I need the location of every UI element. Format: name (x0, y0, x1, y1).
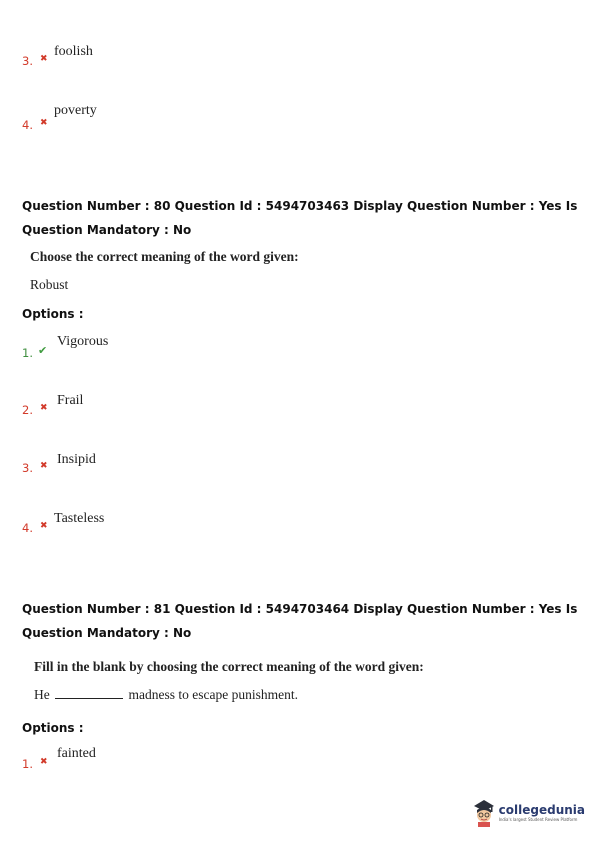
sentence-after: madness to escape punishment. (128, 687, 298, 702)
question-sentence (34, 687, 298, 703)
blank-line (55, 698, 123, 699)
option-text: Insipid (57, 452, 96, 467)
mascot-icon (472, 797, 496, 827)
option-text: Vigorous (57, 334, 109, 349)
collegedunia-logo (472, 797, 585, 827)
option-number: 2. (22, 403, 33, 417)
cross-icon: ✖ (40, 118, 48, 128)
sentence-before: He (34, 687, 50, 702)
option-number: 4. (22, 118, 33, 132)
option-number: 4. (22, 521, 33, 535)
cross-icon: ✖ (40, 757, 48, 767)
option-number: 3. (22, 461, 33, 475)
check-icon: ✔ (38, 344, 48, 357)
cross-icon: ✖ (40, 54, 48, 64)
question-header: Question Number : 80 Question Id : 5494703463 Display Question Number : Yes Is Question Mandatory : No (22, 199, 578, 237)
option-text: poverty (54, 103, 97, 118)
question-word: Robust (30, 277, 69, 292)
logo-text: collegedunia (498, 802, 585, 817)
question-instruction: Fill in the blank by choosing the correct meaning of the word given: (34, 659, 424, 674)
option-number: 1. (22, 757, 33, 771)
options-label: Options : (22, 721, 84, 735)
question-instruction: Choose the correct meaning of the word given: (30, 249, 299, 264)
option-text: fainted (57, 746, 96, 761)
option-number: 1. (22, 346, 33, 360)
options-label: Options : (22, 307, 84, 321)
option-number: 3. (22, 54, 33, 68)
cross-icon: ✖ (40, 403, 48, 413)
option-text: foolish (54, 44, 93, 59)
logo-tagline: India's largest Student Review Platform (498, 816, 578, 822)
option-text: Tasteless (54, 511, 105, 526)
option-text: Frail (57, 393, 84, 408)
cross-icon: ✖ (40, 521, 48, 531)
cross-icon: ✖ (40, 461, 48, 471)
question-header: Question Number : 81 Question Id : 5494703464 Display Question Number : Yes Is Question Mandatory : No (22, 602, 578, 640)
